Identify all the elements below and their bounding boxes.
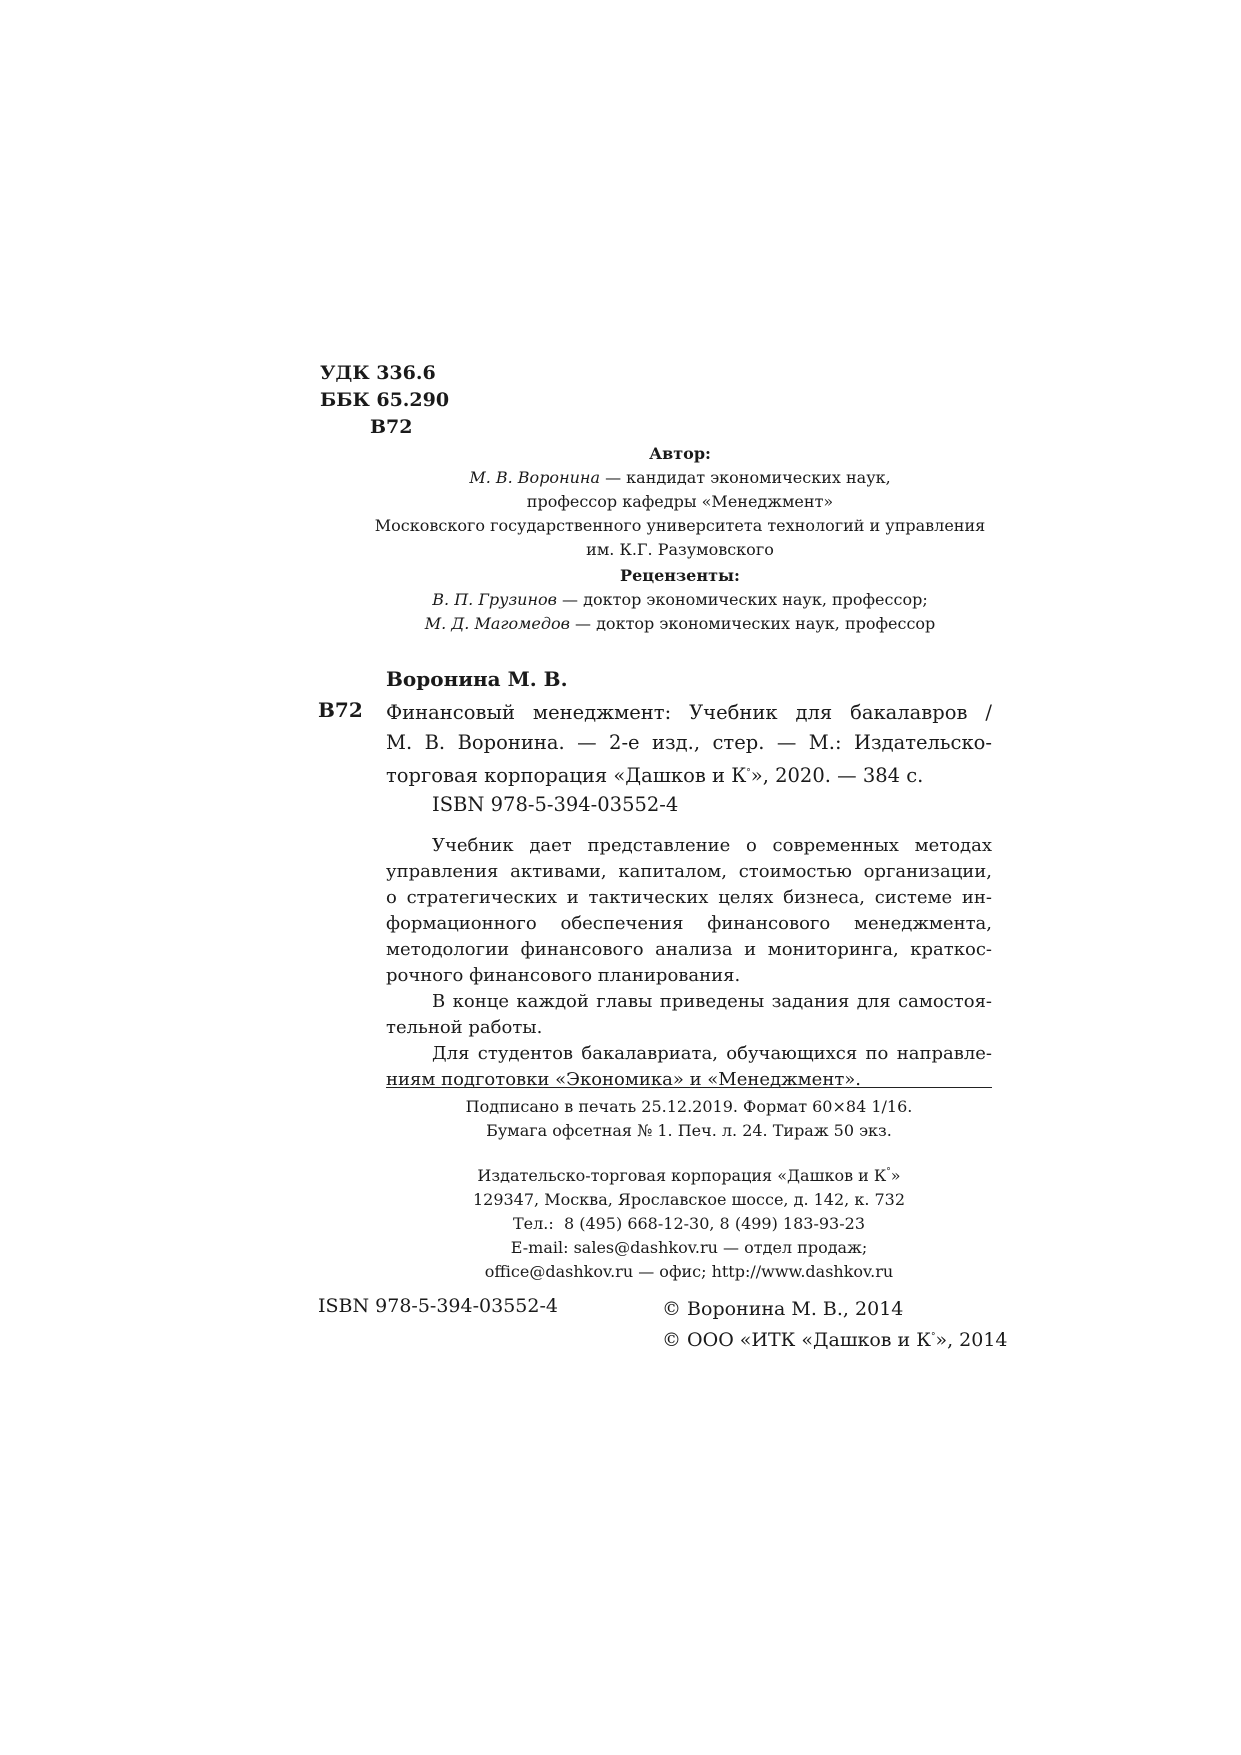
publisher-name-pre: Издательско-торговая корпорация «Дашков и К xyxy=(477,1166,887,1185)
publisher-email: E-mail: sales@dashkov.ru — отдел продаж; xyxy=(510,1238,868,1257)
isbn: ISBN 978-5-394-03552-4 xyxy=(432,793,679,816)
classification-codes xyxy=(320,360,449,441)
annotation-line: В конце каждой главы приведены задания для самостоя- xyxy=(432,991,992,1012)
entry-code: В72 xyxy=(318,698,363,722)
author-line-4: им. К.Г. Разумовского xyxy=(586,540,774,559)
annotation-line: тельной работы. xyxy=(386,1017,543,1038)
reviewer-2-desc: — доктор экономических наук, профессор xyxy=(569,614,936,633)
author-line-1 xyxy=(300,466,1060,490)
author-mark: В72 xyxy=(370,416,413,438)
footer-isbn: ISBN 978-5-394-03552-4 xyxy=(318,1295,558,1317)
degree-sign: ° xyxy=(886,1167,891,1177)
divider-rule xyxy=(386,1087,992,1088)
reviewers-heading: Рецензенты: xyxy=(620,566,740,585)
copyright xyxy=(662,1295,1008,1354)
degree-sign: ° xyxy=(746,768,751,778)
biblio-line-3-pre: торговая корпорация «Дашков и К xyxy=(386,764,747,787)
reviewer-1-desc: — доктор экономических наук, профессор; xyxy=(556,590,928,609)
reviewer-2 xyxy=(300,612,1060,636)
annotation-line: о стратегических и тактических целях бизнеса, системе ин- xyxy=(386,887,992,908)
copyright-publisher xyxy=(662,1323,1008,1354)
biblio-line-2: М. В. Воронина. — 2-е изд., стер. — М.: Издательско- xyxy=(386,731,992,754)
reviewer-1-name: В. П. Грузинов xyxy=(432,590,557,609)
copyright-author: © Воронина М. В., 2014 xyxy=(662,1298,904,1320)
annotation-line: управления активами, капиталом, стоимостью организации, xyxy=(386,861,992,882)
author-line-2: профессор кафедры «Менеджмент» xyxy=(526,492,834,511)
copyright-publisher-post: », 2014 xyxy=(935,1329,1008,1351)
entry-author: Воронина М. В. xyxy=(386,667,568,691)
reviewer-1 xyxy=(300,588,1060,612)
copyright-publisher-pre: © ООО «ИТК «Дашков и К xyxy=(662,1329,931,1351)
bibliographic-description xyxy=(386,698,992,791)
annotation xyxy=(386,833,992,1093)
author-name: М. В. Воронина xyxy=(469,468,600,487)
author-heading: Автор: xyxy=(649,444,711,463)
print-info-line-2: Бумага офсетная № 1. Печ. л. 24. Тираж 50 экз. xyxy=(486,1121,892,1140)
annotation-line: Учебник дает представление о современных методах xyxy=(432,835,992,856)
publisher-name-post: » xyxy=(890,1166,901,1185)
reviewer-2-name: М. Д. Магомедов xyxy=(424,614,570,633)
author-line-3: Московского государственного университета технологий и управления xyxy=(374,516,986,535)
publisher-address: 129347, Москва, Ярославское шоссе, д. 142, к. 732 xyxy=(472,1190,906,1209)
print-info-line-1: Подписано в печать 25.12.2019. Формат 60×84 1/16. xyxy=(465,1097,913,1116)
udk-code: УДК 336.6 xyxy=(320,362,436,384)
author-block xyxy=(300,442,1060,562)
annotation-line: ниям подготовки «Экономика» и «Менеджмент». xyxy=(386,1069,862,1090)
annotation-line: рочного финансового планирования. xyxy=(386,965,741,986)
degree-sign: ° xyxy=(930,1332,936,1342)
annotation-line: методологии финансового анализа и мониторинга, краткос- xyxy=(386,939,992,960)
biblio-line-3 xyxy=(386,758,992,791)
annotation-line: формационного обеспечения финансового менеджмента, xyxy=(386,913,992,934)
bbk-code: ББК 65.290 xyxy=(320,389,450,411)
publisher-phone: Тел.: 8 (495) 668-12-30, 8 (499) 183-93-23 xyxy=(512,1214,865,1233)
biblio-line-3-post: », 2020. — 384 с. xyxy=(750,764,924,787)
biblio-line-1: Финансовый менеджмент: Учебник для бакалавров / xyxy=(386,701,992,724)
reviewers-block xyxy=(300,564,1060,636)
print-info xyxy=(386,1095,992,1143)
publisher-info xyxy=(386,1160,992,1284)
annotation-line: Для студентов бакалавриата, обучающихся по направле- xyxy=(432,1043,992,1064)
publisher-name xyxy=(386,1160,992,1188)
publisher-office: office@dashkov.ru — офис; http://www.dashkov.ru xyxy=(484,1262,894,1281)
author-desc: — кандидат экономических наук, xyxy=(599,468,891,487)
